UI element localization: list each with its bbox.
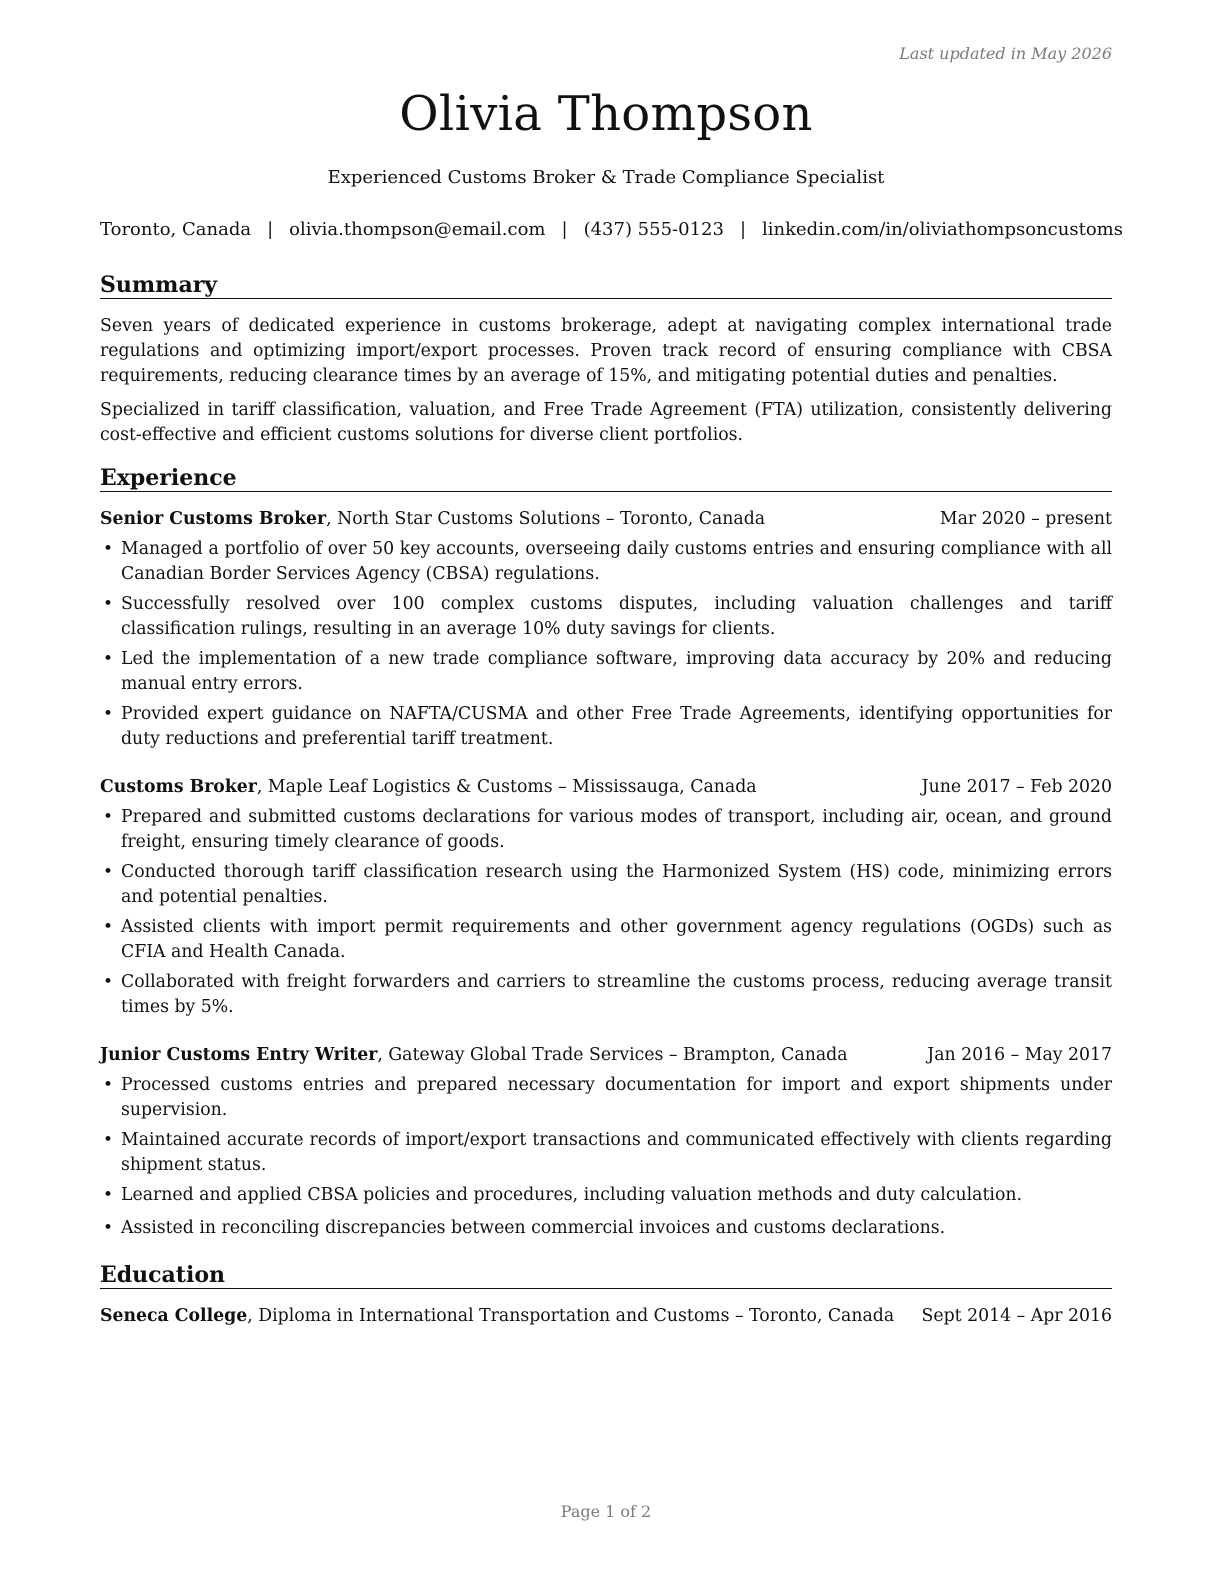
list-item: • Maintained accurate records of import/export transactions and communicated effectively with clients regarding shipment status. bbox=[100, 1128, 1112, 1178]
job-company: , Maple Leaf Logistics & Customs – Mississauga, Canada bbox=[256, 777, 757, 797]
contact-separator: | bbox=[739, 219, 747, 240]
list-item: • Assisted in reconciling discrepancies between commercial invoices and customs declarations. bbox=[100, 1216, 1112, 1241]
education-entry bbox=[100, 1304, 1112, 1329]
list-item: • Learned and applied CBSA policies and procedures, including valuation methods and duty calculation. bbox=[100, 1183, 1112, 1208]
list-item: • Managed a portfolio of over 50 key accounts, overseeing daily customs entries and ensuring compliance with all Canadian Border Services Agency (CBSA) regulations. bbox=[100, 537, 1112, 587]
contact-email[interactable]: olivia.thompson@email.com bbox=[289, 219, 546, 240]
job-role: Junior Customs Entry Writer bbox=[100, 1045, 378, 1065]
list-item: • Conducted thorough tariff classification research using the Harmonized System (HS) code, minimizing errors and potential penalties. bbox=[100, 860, 1112, 910]
job-company: , North Star Customs Solutions – Toronto, Canada bbox=[326, 509, 766, 529]
section-title-experience: Experience bbox=[100, 465, 1112, 492]
job-bullets bbox=[100, 1073, 1112, 1246]
job-title-line bbox=[100, 775, 757, 800]
job-title-line bbox=[100, 1043, 848, 1068]
contact-separator: | bbox=[561, 219, 568, 240]
job-bullets bbox=[100, 805, 1112, 1025]
education-line bbox=[100, 1304, 894, 1329]
candidate-name: Olivia Thompson bbox=[399, 86, 813, 142]
list-item: • Successfully resolved over 100 complex customs disputes, including valuation challenges and tariff classification rulings, resulting in an average 10% duty savings for clients. bbox=[100, 592, 1112, 642]
summary-paragraph: Specialized in tariff classification, valuation, and Free Trade Agreement (FTA) utilization, consistently delivering cost-effective and efficient customs solutions for diverse client portfolios. bbox=[100, 400, 1112, 445]
resume-page bbox=[100, 0, 1123, 1584]
list-item: • Processed customs entries and prepared necessary documentation for import and export shipments under supervision. bbox=[100, 1073, 1112, 1123]
contact-linkedin[interactable]: linkedin.com/in/oliviathompsoncustoms bbox=[762, 219, 1123, 240]
job-header bbox=[100, 1043, 1112, 1068]
list-item: • Assisted clients with import permit requirements and other government agency regulations (OGDs) such as CFIA and Health Canada. bbox=[100, 915, 1112, 965]
job-dates: Jan 2016 – May 2017 bbox=[927, 1045, 1112, 1065]
list-item: • Collaborated with freight forwarders and carriers to streamline the customs process, reducing average transit times by 5%. bbox=[100, 970, 1112, 1020]
job-dates: June 2017 – Feb 2020 bbox=[921, 777, 1112, 797]
job-company: , Gateway Global Trade Services – Brampton, Canada bbox=[377, 1045, 848, 1065]
education-dates: Sept 2014 – Apr 2016 bbox=[921, 1306, 1112, 1326]
page-number: Page 1 of 2 bbox=[560, 1502, 652, 1521]
education-school: Seneca College bbox=[100, 1306, 248, 1326]
contact-separator: | bbox=[267, 219, 274, 240]
section-title-summary: Summary bbox=[100, 272, 1112, 299]
job-role: Senior Customs Broker bbox=[100, 509, 327, 529]
summary-paragraph: Seven years of dedicated experience in customs brokerage, adept at navigating complex international trade regulations and optimizing import/export processes. Proven track record of ensuring compliance with CBSA requirements, reducing clearance times by an average of 15%, and mitigating potential duties and penalties. bbox=[100, 316, 1112, 386]
contact-phone[interactable]: (437) 555-0123 bbox=[583, 219, 724, 240]
contact-line bbox=[100, 219, 1123, 240]
list-item: • Led the implementation of a new trade compliance software, improving data accuracy by 20% and reducing manual entry errors. bbox=[100, 647, 1112, 697]
job-header bbox=[100, 507, 1112, 532]
list-item: • Provided expert guidance on NAFTA/CUSMA and other Free Trade Agreements, identifying opportunities for duty reductions and preferential tariff treatment. bbox=[100, 702, 1112, 752]
section-title-education: Education bbox=[100, 1262, 1112, 1289]
last-updated-note: Last updated in May 2026 bbox=[899, 44, 1112, 63]
professional-headline: Experienced Customs Broker & Trade Compliance Specialist bbox=[327, 167, 885, 188]
job-header bbox=[100, 775, 1112, 800]
list-item: • Prepared and submitted customs declarations for various modes of transport, including air, ocean, and ground freight, ensuring timely clearance of goods. bbox=[100, 805, 1112, 855]
education-program: , Diploma in International Transportation and Customs – Toronto, Canada bbox=[247, 1306, 895, 1326]
job-bullets bbox=[100, 537, 1112, 757]
job-role: Customs Broker bbox=[100, 777, 257, 797]
contact-location: Toronto, Canada bbox=[100, 219, 252, 240]
job-dates: Mar 2020 – present bbox=[939, 509, 1112, 529]
job-title-line bbox=[100, 507, 765, 532]
